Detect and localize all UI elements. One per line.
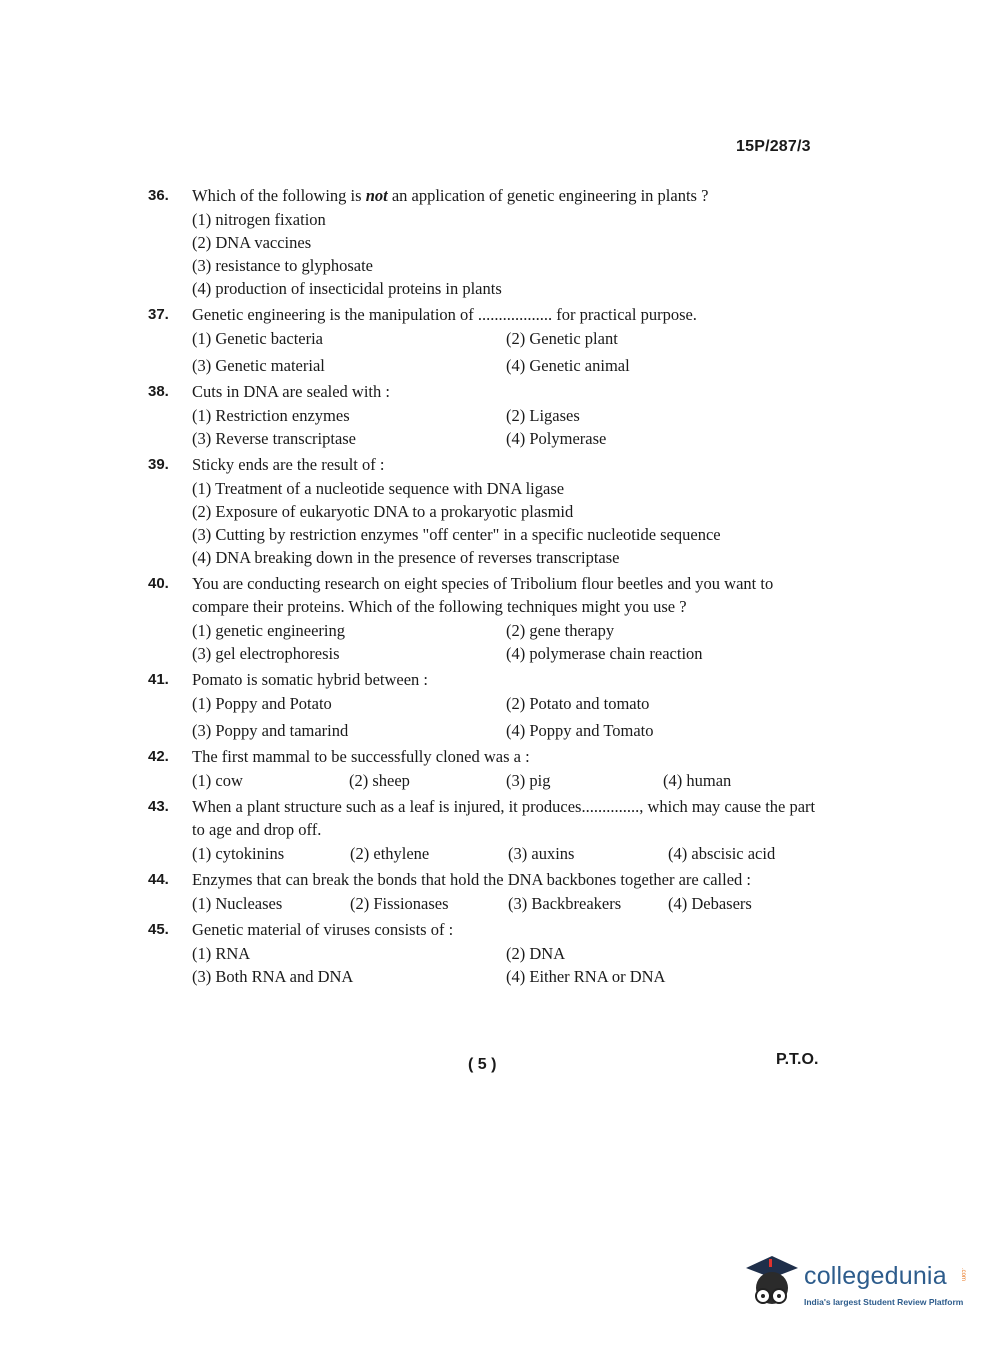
question-text: You are conducting research on eight species of Tribolium flour beetles and you want to compare their proteins. Which of the following techniques might you use ? [192, 574, 774, 616]
option-2: (2) Ligases [506, 406, 580, 425]
option-1: (1) cytokinins [192, 844, 285, 863]
question-40 [148, 572, 820, 665]
option-3: (3) Reverse transcriptase [192, 429, 357, 448]
question-text: Genetic engineering is the manipulation of .................. for practical purpose. [192, 305, 697, 324]
question-number: 44. [148, 871, 169, 888]
option-2: (2) sheep [349, 771, 410, 790]
option-2: (2) Exposure of eukaryotic DNA to a prokaryotic plasmid [192, 502, 574, 521]
option-1: (1) Treatment of a nucleotide sequence with DNA ligase [192, 479, 565, 498]
pto-label: P.T.O. [776, 1051, 819, 1068]
option-3: (3) resistance to glyphosate [192, 256, 373, 275]
option-1: (1) Genetic bacteria [192, 329, 324, 348]
question-37 [148, 303, 820, 377]
options [192, 892, 820, 915]
question-number: 42. [148, 748, 169, 765]
question-number: 39. [148, 456, 169, 473]
question-44 [148, 868, 820, 915]
option-2: (2) Potato and tomato [506, 694, 650, 713]
question-36 [148, 184, 820, 300]
question-42 [148, 745, 820, 792]
question-text: Pomato is somatic hybrid between : [192, 670, 429, 689]
question-text: Enzymes that can break the bonds that hold the DNA backbones together are called : [192, 870, 751, 889]
question-number: 37. [148, 306, 169, 323]
option-2: (2) Fissionases [350, 894, 449, 913]
option-4: (4) abscisic acid [668, 844, 776, 863]
paper-code: 15P/287/3 [736, 138, 811, 155]
question-number: 43. [148, 798, 169, 815]
question-text: Cuts in DNA are sealed with : [192, 382, 390, 401]
question-number: 36. [148, 187, 169, 204]
question-45 [148, 918, 820, 988]
collegedunia-watermark [742, 1250, 972, 1320]
options [192, 404, 820, 450]
option-3: (3) Both RNA and DNA [192, 967, 354, 986]
option-2: (2) gene therapy [506, 621, 615, 640]
option-3: (3) gel electrophoresis [192, 644, 340, 663]
option-4: (4) Debasers [668, 894, 752, 913]
option-1: (1) Poppy and Potato [192, 694, 332, 713]
question-41 [148, 668, 820, 742]
option-3: (3) pig [506, 771, 551, 790]
option-3: (3) Genetic material [192, 356, 325, 375]
question-43 [148, 795, 820, 865]
option-4: (4) production of insecticidal proteins in plants [192, 279, 502, 298]
options [192, 619, 820, 665]
mascot-icon [742, 1252, 800, 1310]
brand-tagline: India's largest Student Review Platform [804, 1297, 964, 1307]
question-text: Genetic material of viruses consists of : [192, 920, 454, 939]
option-1: (1) Nucleases [192, 894, 283, 913]
option-3: (3) Poppy and tamarind [192, 721, 349, 740]
option-1: (1) genetic engineering [192, 621, 346, 640]
options [192, 942, 820, 988]
option-4: (4) Poppy and Tomato [506, 721, 654, 740]
option-2: (2) DNA [506, 944, 566, 963]
option-1: (1) cow [192, 771, 243, 790]
option-3: (3) Cutting by restriction enzymes "off center" in a specific nucleotide sequence [192, 525, 721, 544]
options [192, 477, 820, 569]
option-3: (3) Backbreakers [508, 894, 622, 913]
option-4: (4) DNA breaking down in the presence of reverses transcriptase [192, 548, 620, 567]
option-2: (2) ethylene [350, 844, 430, 863]
brand-domain: .com [960, 1268, 966, 1282]
option-1: (1) Restriction enzymes [192, 406, 350, 425]
option-3: (3) auxins [508, 844, 575, 863]
brand-name: collegedunia [804, 1262, 947, 1290]
question-38 [148, 380, 820, 450]
options [192, 692, 820, 742]
question-number: 38. [148, 383, 169, 400]
question-number: 41. [148, 671, 169, 688]
question-39 [148, 453, 820, 569]
question-number: 45. [148, 921, 169, 938]
question-number: 40. [148, 575, 169, 592]
question-text: Sticky ends are the result of : [192, 455, 385, 474]
question-list [148, 184, 820, 991]
option-1: (1) RNA [192, 944, 251, 963]
page-number: ( 5 ) [468, 1056, 497, 1073]
options [192, 842, 820, 865]
option-4: (4) Genetic animal [506, 356, 630, 375]
option-2: (2) DNA vaccines [192, 233, 312, 252]
option-1: (1) nitrogen fixation [192, 210, 326, 229]
option-4: (4) human [663, 771, 732, 790]
option-2: (2) Genetic plant [506, 329, 618, 348]
question-text: When a plant structure such as a leaf is injured, it produces.............., which may cause the part to age and drop off. [192, 797, 816, 839]
question-text: Which of the following is not an application of genetic engineering in plants ? [192, 186, 709, 205]
options [192, 769, 820, 792]
option-4: (4) polymerase chain reaction [506, 644, 703, 663]
options [192, 327, 820, 377]
option-4: (4) Either RNA or DNA [506, 967, 666, 986]
question-text: The first mammal to be successfully cloned was a : [192, 747, 530, 766]
option-4: (4) Polymerase [506, 429, 607, 448]
options [192, 208, 820, 300]
